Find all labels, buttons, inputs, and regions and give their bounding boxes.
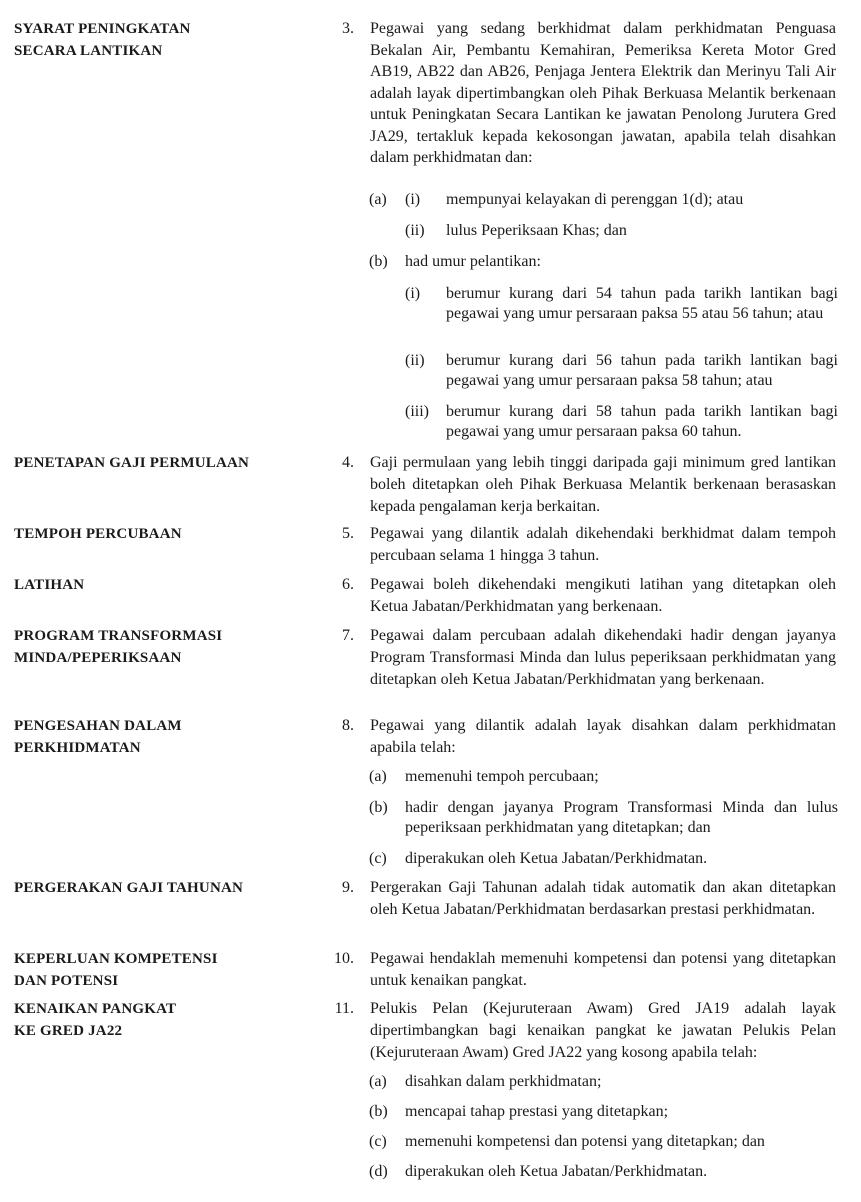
section-heading bbox=[14, 948, 314, 992]
section-number: 8. bbox=[342, 717, 354, 734]
heading-line: PERGERAKAN GAJI TAHUNAN bbox=[14, 880, 244, 896]
heading-line: LATIHAN bbox=[14, 577, 85, 593]
heading-line: PENGESAHAN DALAM bbox=[14, 718, 182, 734]
section-number: 7. bbox=[342, 627, 354, 644]
section-heading bbox=[14, 625, 314, 669]
subitem-text: berumur kurang dari 58 tahun pada tarikh lantikan bagi pegawai yang umur persaraan paksa 60 tahun. bbox=[446, 403, 838, 440]
heading-line: DAN POTENSI bbox=[14, 973, 119, 989]
item-label: (a) bbox=[369, 768, 387, 785]
subitem-label: (i) bbox=[405, 191, 421, 208]
section-text: Pergerakan Gaji Tahunan adalah tidak automatik dan akan ditetapkan oleh Ketua Jabatan/Perkhidmatan berdasarkan prestasi perkhidmatan. bbox=[370, 879, 836, 918]
heading-line: KENAIKAN PANGKAT bbox=[14, 1001, 177, 1017]
subitem-text: mempunyai kelayakan di perenggan 1(d); atau bbox=[446, 191, 744, 208]
item-label: (b) bbox=[369, 253, 388, 270]
section-number: 6. bbox=[342, 576, 354, 593]
section-number: 5. bbox=[342, 525, 354, 542]
section-heading bbox=[14, 998, 314, 1042]
section-heading bbox=[14, 18, 314, 62]
item-label: (c) bbox=[369, 1133, 387, 1150]
section-text: Pegawai boleh dikehendaki mengikuti latihan yang ditetapkan oleh Ketua Jabatan/Perkhidmatan yang berkenaan. bbox=[370, 576, 836, 615]
heading-line: SYARAT PENINGKATAN bbox=[14, 21, 191, 37]
heading-line: KE GRED JA22 bbox=[14, 1023, 123, 1039]
item-text: mencapai tahap prestasi yang ditetapkan; bbox=[405, 1103, 669, 1120]
subitem-text: berumur kurang dari 54 tahun pada tarikh lantikan bagi pegawai yang umur persaraan paksa 55 atau 56 tahun; atau bbox=[446, 285, 838, 322]
item-text: hadir dengan jayanya Program Transformasi Minda dan lulus peperiksaan perkhidmatan yang ditetapkan; dan bbox=[405, 799, 838, 836]
section-number: 11. bbox=[334, 1000, 354, 1017]
section-heading bbox=[14, 523, 314, 545]
item-text: had umur pelantikan: bbox=[405, 253, 541, 270]
heading-line: MINDA/PEPERIKSAAN bbox=[14, 650, 182, 666]
subitem-label: (ii) bbox=[405, 222, 425, 239]
item-label: (a) bbox=[369, 191, 387, 208]
section-number: 3. bbox=[342, 20, 354, 37]
item-label: (b) bbox=[369, 799, 388, 816]
section-text: Pegawai yang dilantik adalah layak disahkan dalam perkhidmatan apabila telah: bbox=[370, 717, 836, 756]
subitem-label: (ii) bbox=[405, 352, 425, 369]
item-text: memenuhi kompetensi dan potensi yang ditetapkan; dan bbox=[405, 1133, 765, 1150]
item-text: disahkan dalam perkhidmatan; bbox=[405, 1073, 602, 1090]
section-heading bbox=[14, 715, 314, 759]
section-text: Pegawai dalam percubaan adalah dikehendaki hadir dengan jayanya Program Transformasi Minda dan lulus peperiksaan perkhidmatan yang ditetapkan oleh Ketua Jabatan/Perkhidmatan yang berkenaan. bbox=[370, 627, 836, 688]
section-text: Pegawai yang sedang berkhidmat dalam perkhidmatan Penguasa Bekalan Air, Pembantu Kemahiran, Pemeriksa Kereta Motor Gred AB19, AB22 dan AB26, Penjaga Jentera Elektrik dan Merinyu Tali Air adalah layak dipertimbangkan oleh Pihak Berkuasa Melantik berkenaan untuk Peningkatan Secara Lantikan ke jawatan Penolong Jurutera Gred JA29, tertakluk kepada kekosongan jawatan, apabila telah disahkan dalam perkhidmatan dan: bbox=[370, 20, 836, 166]
item-text: diperakukan oleh Ketua Jabatan/Perkhidmatan. bbox=[405, 1163, 708, 1180]
item-label: (b) bbox=[369, 1103, 388, 1120]
section-number: 9. bbox=[342, 879, 354, 896]
subitem-label: (iii) bbox=[405, 403, 429, 420]
section-text: Pegawai hendaklah memenuhi kompetensi dan potensi yang ditetapkan untuk kenaikan pangkat. bbox=[370, 950, 836, 989]
subitem-text: berumur kurang dari 56 tahun pada tarikh lantikan bagi pegawai yang umur persaraan paksa 58 tahun; atau bbox=[446, 352, 838, 389]
heading-line: PERKHIDMATAN bbox=[14, 740, 141, 756]
subitem-text: lulus Peperiksaan Khas; dan bbox=[446, 222, 627, 239]
heading-line: SECARA LANTIKAN bbox=[14, 43, 163, 59]
section-text: Gaji permulaan yang lebih tinggi daripada gaji minimum gred lantikan boleh ditetapkan oleh Pihak Berkuasa Melantik berkenaan berasaskan kepada pengalaman kerja berkaitan. bbox=[370, 454, 836, 515]
heading-line: KEPERLUAN KOMPETENSI bbox=[14, 951, 218, 967]
item-label: (a) bbox=[369, 1073, 387, 1090]
subitem-label: (i) bbox=[405, 285, 421, 302]
heading-line: PROGRAM TRANSFORMASI bbox=[14, 628, 223, 644]
section-text: Pelukis Pelan (Kejuruteraan Awam) Gred JA19 adalah layak dipertimbangkan bagi kenaikan pangkat ke jawatan Pelukis Pelan (Kejuruteraan Awam) Gred JA22 yang kosong apabila telah: bbox=[370, 1000, 836, 1061]
item-text: memenuhi tempoh percubaan; bbox=[405, 768, 599, 785]
section-heading bbox=[14, 574, 314, 596]
section-number: 4. bbox=[342, 454, 354, 471]
section-text: Pegawai yang dilantik adalah dikehendaki berkhidmat dalam tempoh percubaan selama 1 hingga 3 tahun. bbox=[370, 525, 836, 564]
item-text: diperakukan oleh Ketua Jabatan/Perkhidmatan. bbox=[405, 850, 708, 867]
heading-line: TEMPOH PERCUBAAN bbox=[14, 526, 182, 542]
section-heading bbox=[14, 452, 314, 474]
heading-line: PENETAPAN GAJI PERMULAAN bbox=[14, 455, 250, 471]
section-number: 10. bbox=[334, 950, 354, 967]
item-label: (d) bbox=[369, 1163, 388, 1180]
item-label: (c) bbox=[369, 850, 387, 867]
section-heading bbox=[14, 877, 314, 899]
